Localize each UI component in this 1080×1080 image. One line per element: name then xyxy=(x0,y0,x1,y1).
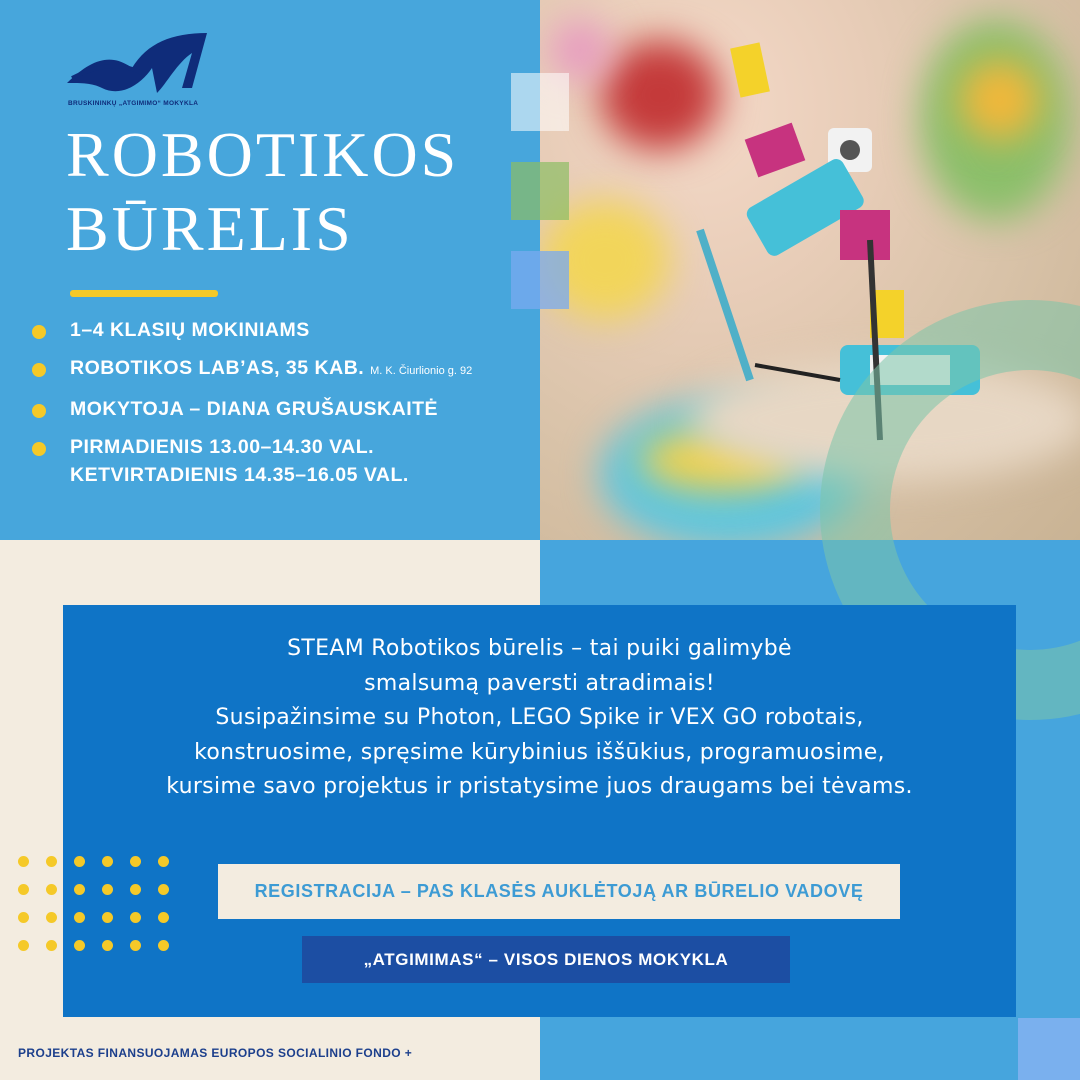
decor-dot-icon xyxy=(158,884,169,895)
decor-square xyxy=(511,162,569,220)
school-logo-icon xyxy=(62,28,222,108)
decor-dot-icon xyxy=(74,884,85,895)
decor-dot-icon xyxy=(18,940,29,951)
school-name: BRUSKININKŲ „ATGIMIMO“ MOKYKLA xyxy=(68,100,199,107)
bullet-dot-icon xyxy=(32,404,46,418)
info-item: ROBOTIKOS LAB’AS, 35 KAB. M. K. Čiurlionio g. 92 xyxy=(30,354,530,385)
decor-dot-icon xyxy=(46,940,57,951)
decor-dot-icon xyxy=(74,940,85,951)
decor-dot-icon xyxy=(102,912,113,923)
info-item: 1–4 KLASIŲ MOKINIAMS xyxy=(30,316,530,344)
registration-banner: REGISTRACIJA – PAS KLASĖS AUKLĖTOJĄ AR BŪRELIO VADOVĘ xyxy=(218,864,900,919)
decor-dot-icon xyxy=(46,856,57,867)
decor-dot-icon xyxy=(102,940,113,951)
decor-dot-icon xyxy=(46,884,57,895)
decor-dot-icon xyxy=(130,884,141,895)
decor-dot-icon xyxy=(130,940,141,951)
decor-dot-icon xyxy=(102,856,113,867)
bullet-dot-icon xyxy=(32,363,46,377)
bullet-dot-icon xyxy=(32,442,46,456)
info-item: MOKYTOJA – DIANA GRUŠAUSKAITĖ xyxy=(30,395,530,423)
decor-dot-icon xyxy=(102,884,113,895)
title-line: ROBOTIKOS xyxy=(66,119,460,190)
decor-dot-icon xyxy=(158,940,169,951)
description-text: STEAM Robotikos būrelis – tai puiki galimybė smalsumą paversti atradimais! Susipažinsime su Photon, LEGO Spike ir VEX GO robotais, konstruosime, spręsime kūrybinius iššūkius, programuosime, kursime savo projektus ir pristatysime juos draugams bei tėvams. xyxy=(166,636,913,799)
page-title xyxy=(66,118,459,266)
address-text: M. K. Čiurlionio g. 92 xyxy=(370,365,473,377)
decor-dot-icon xyxy=(74,912,85,923)
decor-square xyxy=(511,251,569,309)
decor-square xyxy=(511,73,569,131)
decor-dot-grid xyxy=(18,856,178,956)
decor-dot-icon xyxy=(46,912,57,923)
decor-dot-icon xyxy=(130,912,141,923)
title-underline xyxy=(70,290,218,297)
title-line: BŪRELIS xyxy=(66,193,354,264)
decor-dot-icon xyxy=(18,912,29,923)
decor-square xyxy=(1018,1018,1080,1080)
decor-dot-icon xyxy=(74,856,85,867)
info-list xyxy=(30,316,530,499)
decor-dot-icon xyxy=(158,912,169,923)
decor-dot-icon xyxy=(130,856,141,867)
decor-dot-icon xyxy=(18,884,29,895)
funding-footer: PROJEKTAS FINANSUOJAMAS EUROPOS SOCIALINIO FONDO + xyxy=(18,1046,413,1060)
school-banner: „ATGIMIMAS“ – VISOS DIENOS MOKYKLA xyxy=(302,936,790,983)
bullet-dot-icon xyxy=(32,325,46,339)
info-item: PIRMADIENIS 13.00–14.30 VAL. KETVIRTADIENIS 14.35–16.05 VAL. xyxy=(30,433,530,489)
decor-dot-icon xyxy=(18,856,29,867)
decor-dot-icon xyxy=(158,856,169,867)
